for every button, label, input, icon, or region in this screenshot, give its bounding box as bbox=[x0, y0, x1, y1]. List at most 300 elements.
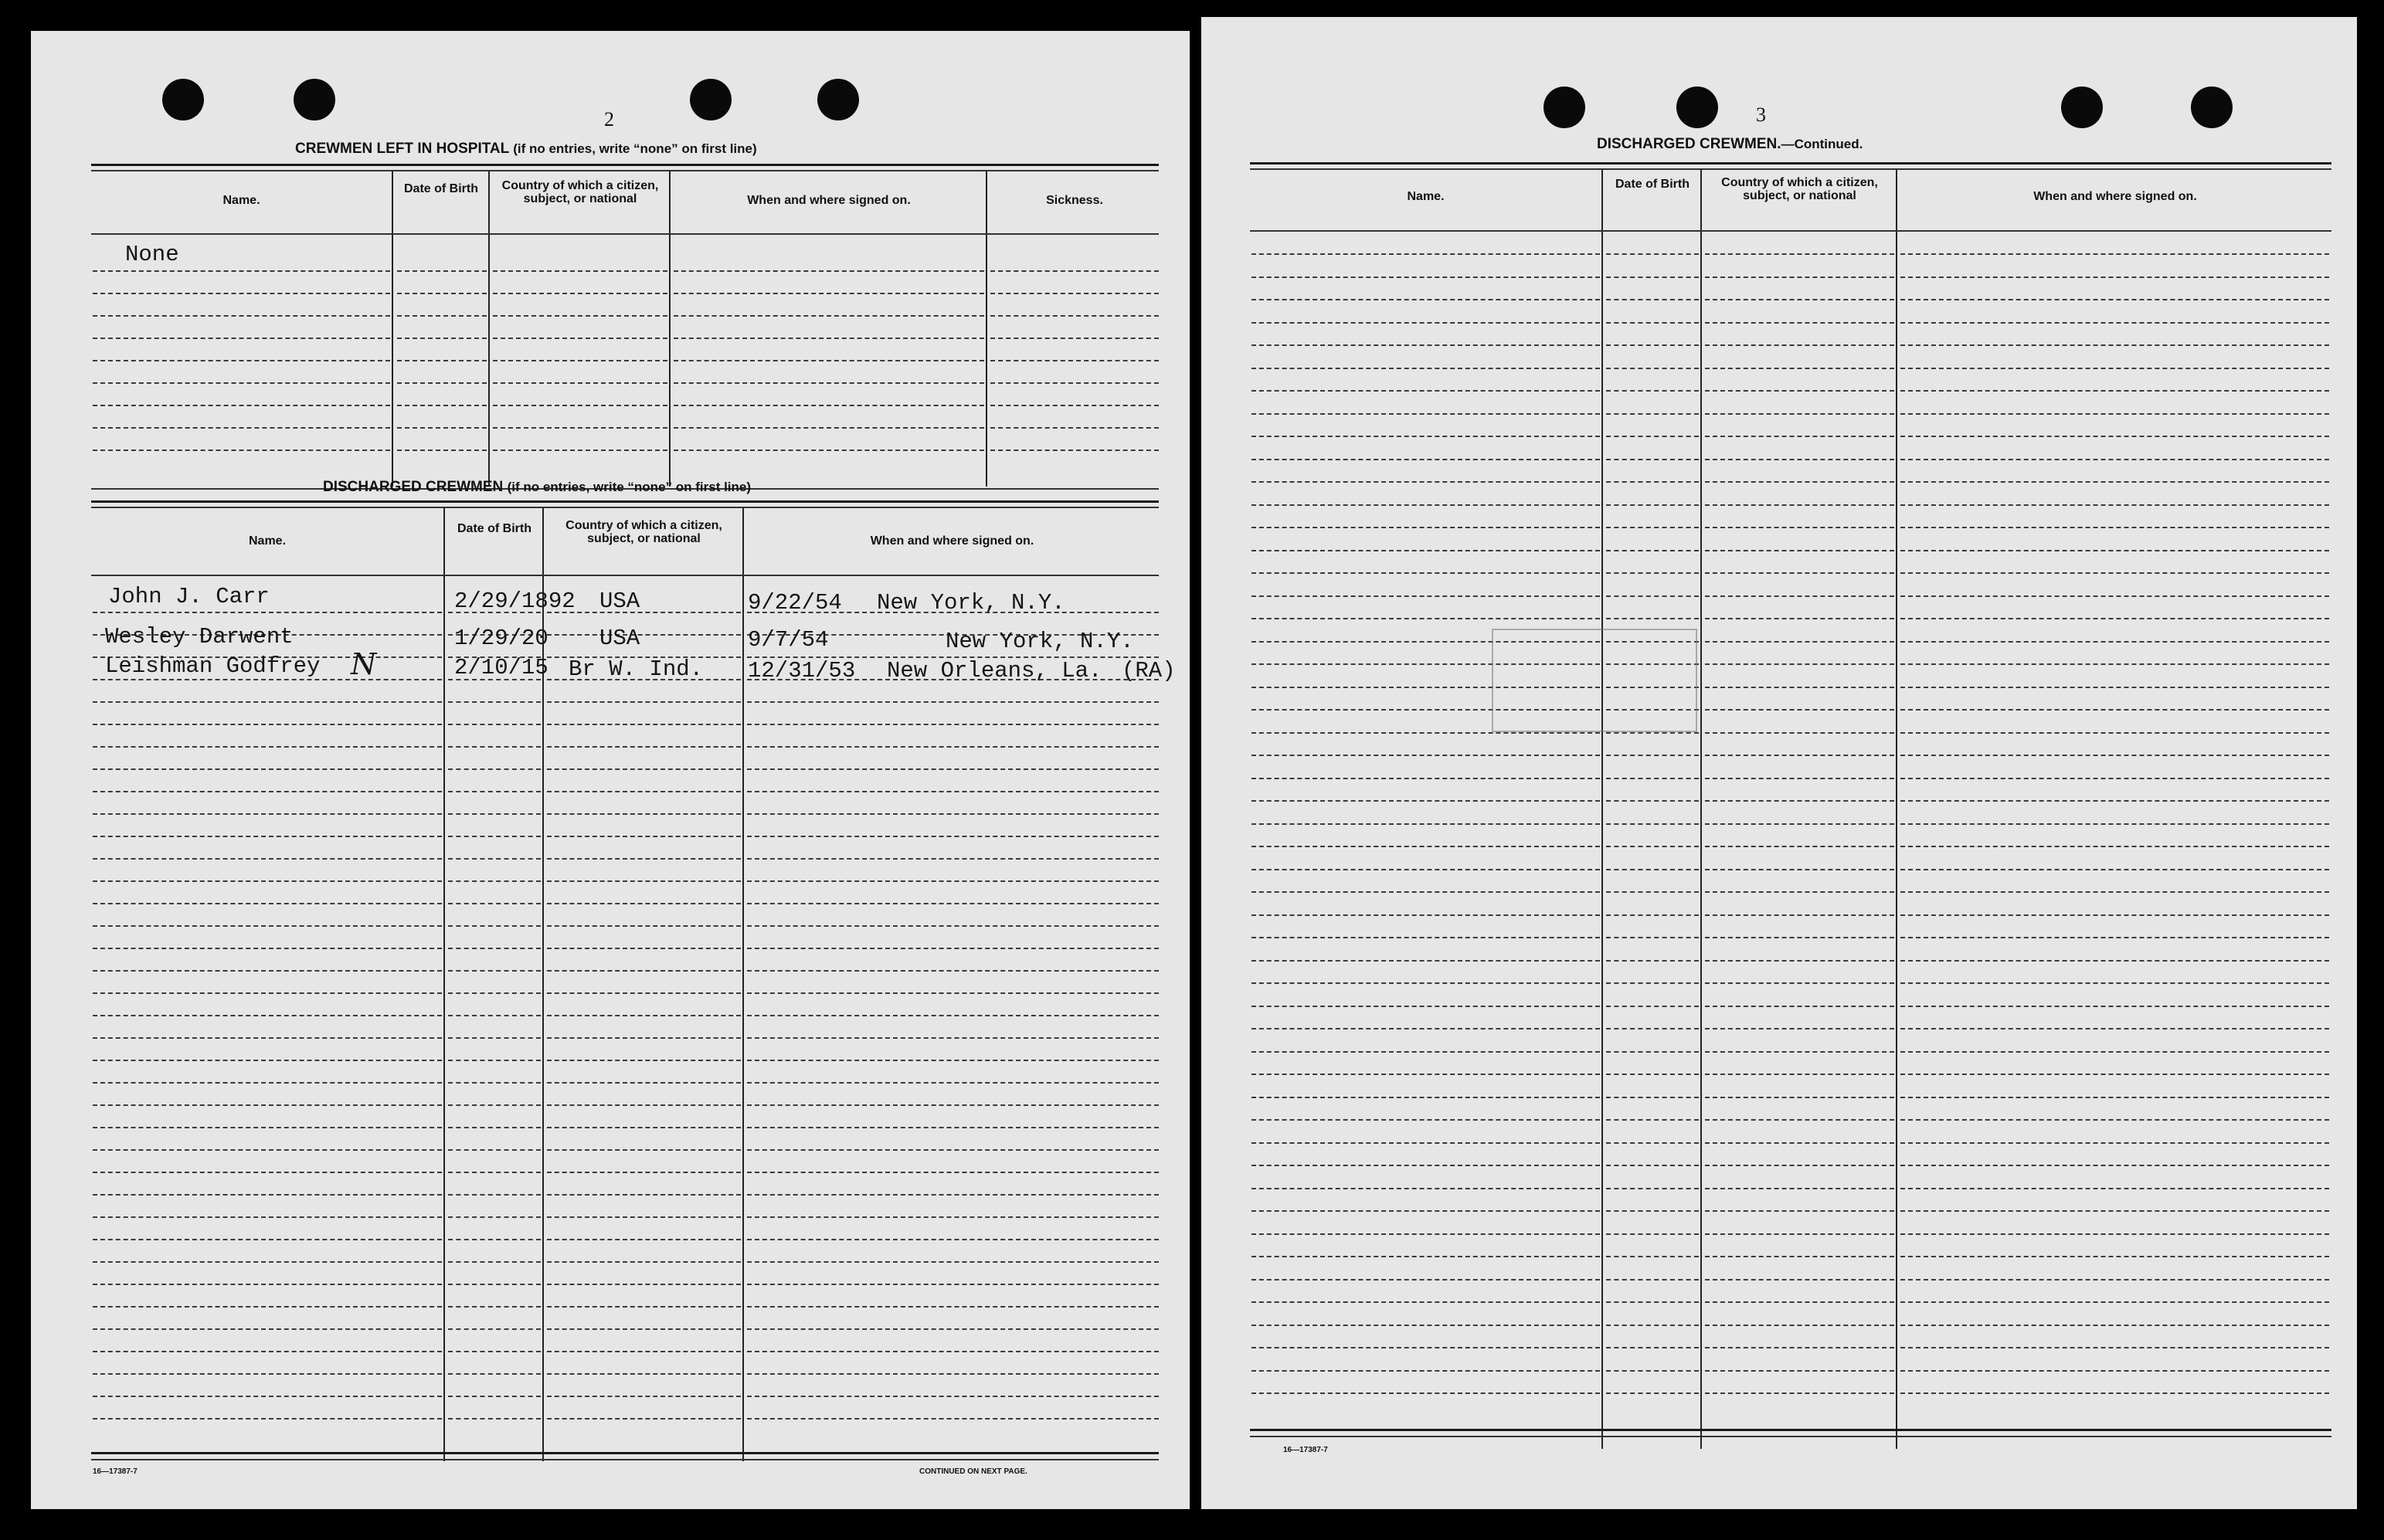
ruled-line bbox=[448, 1082, 541, 1084]
rule bbox=[91, 164, 1159, 166]
ruled-line bbox=[1900, 914, 2329, 916]
ruled-line bbox=[547, 1104, 741, 1106]
ruled-line bbox=[1251, 937, 1600, 938]
ruled-line bbox=[448, 1306, 541, 1308]
ruled-line bbox=[448, 724, 541, 725]
ruled-line bbox=[448, 701, 541, 703]
ruled-line bbox=[1251, 253, 1600, 255]
ruled-line bbox=[1606, 1051, 1699, 1053]
ruled-line bbox=[1705, 390, 1894, 392]
ruled-line bbox=[1606, 436, 1699, 437]
ruled-line bbox=[1705, 1028, 1894, 1029]
ruled-line bbox=[1606, 527, 1699, 528]
ruled-line bbox=[448, 813, 541, 815]
punch-hole bbox=[817, 79, 859, 120]
ruled-line bbox=[493, 382, 667, 384]
ruled-line bbox=[93, 1328, 442, 1330]
ruled-line bbox=[1606, 299, 1699, 300]
ruled-line bbox=[674, 315, 984, 317]
ruled-line bbox=[1705, 663, 1894, 665]
ruled-line bbox=[1251, 390, 1600, 392]
signed-date: 9/22/54 bbox=[748, 590, 842, 616]
ruled-line bbox=[1606, 322, 1699, 324]
ruled-line bbox=[1705, 276, 1894, 278]
ruled-line bbox=[1705, 1233, 1894, 1235]
punch-hole bbox=[690, 79, 732, 120]
ruled-line bbox=[1705, 800, 1894, 802]
ruled-line bbox=[1606, 1119, 1699, 1121]
rule bbox=[91, 1459, 1159, 1460]
rule bbox=[1250, 168, 2331, 170]
ruled-line bbox=[1705, 823, 1894, 825]
right-page bbox=[1201, 17, 2357, 1509]
ruled-line bbox=[547, 836, 741, 837]
rule bbox=[91, 507, 1159, 508]
ruled-line bbox=[747, 1261, 1159, 1263]
ruled-line bbox=[747, 992, 1159, 994]
ruled-line bbox=[448, 1060, 541, 1061]
ruled-line bbox=[93, 1373, 442, 1375]
ruled-line bbox=[1705, 1165, 1894, 1166]
ruled-line bbox=[990, 427, 1159, 429]
ruled-line bbox=[1705, 1142, 1894, 1144]
crew-country: USA bbox=[599, 626, 640, 651]
ruled-line bbox=[747, 1104, 1159, 1106]
ruled-line bbox=[1900, 1256, 2329, 1257]
ruled-line bbox=[1705, 641, 1894, 643]
ruled-line bbox=[547, 1127, 741, 1128]
ruled-line bbox=[547, 1172, 741, 1173]
ruled-line bbox=[1251, 527, 1600, 528]
header-dob: Date of Birth bbox=[404, 182, 478, 195]
column-divider bbox=[1896, 170, 1897, 1449]
ruled-line bbox=[547, 791, 741, 792]
ruled-line bbox=[493, 405, 667, 406]
ruled-line bbox=[1900, 1006, 2329, 1007]
ruled-line bbox=[1900, 1074, 2329, 1075]
ruled-line bbox=[1606, 618, 1699, 619]
ruled-line bbox=[397, 382, 487, 384]
ruled-line bbox=[1900, 1188, 2329, 1189]
ruled-line bbox=[1705, 937, 1894, 938]
ruled-line bbox=[1606, 1165, 1699, 1166]
ruled-line bbox=[747, 1037, 1159, 1039]
ruled-line bbox=[93, 791, 442, 792]
ruled-line bbox=[1900, 1325, 2329, 1326]
rule bbox=[91, 170, 1159, 171]
ruled-line bbox=[547, 1284, 741, 1285]
ruled-line bbox=[1900, 891, 2329, 893]
ruled-line bbox=[448, 1239, 541, 1240]
ruled-line bbox=[1705, 1347, 1894, 1348]
ruled-line bbox=[547, 1328, 741, 1330]
ruled-line bbox=[1251, 1028, 1600, 1029]
ruled-line bbox=[448, 903, 541, 904]
ruled-line bbox=[448, 1418, 541, 1420]
ruled-line bbox=[1900, 869, 2329, 870]
signed-place: New York, N.Y. bbox=[877, 590, 1065, 616]
ruled-line bbox=[1900, 276, 2329, 278]
ruled-line bbox=[397, 270, 487, 272]
ruled-line bbox=[674, 405, 984, 406]
punch-hole bbox=[2191, 86, 2233, 128]
ruled-line bbox=[493, 338, 667, 339]
ruled-line bbox=[93, 948, 442, 949]
ruled-line bbox=[1606, 1301, 1699, 1303]
ruled-line bbox=[1900, 322, 2329, 324]
column-divider bbox=[742, 508, 744, 1461]
ruled-line bbox=[93, 360, 390, 361]
ruled-line bbox=[1900, 732, 2329, 734]
ruled-line bbox=[93, 858, 442, 860]
ruled-line bbox=[448, 1261, 541, 1263]
ruled-line bbox=[1606, 960, 1699, 962]
ruled-line bbox=[747, 1060, 1159, 1061]
ruled-line bbox=[1705, 891, 1894, 893]
ruled-line bbox=[1606, 1279, 1699, 1281]
ruled-line bbox=[547, 948, 741, 949]
ruled-line bbox=[1606, 1370, 1699, 1372]
ruled-line bbox=[1900, 572, 2329, 574]
ruled-line bbox=[397, 427, 487, 429]
ruled-line bbox=[93, 746, 442, 748]
ruled-line bbox=[1251, 1142, 1600, 1144]
ruled-line bbox=[547, 612, 741, 613]
ruled-line bbox=[93, 1149, 442, 1151]
header-sickness: Sickness. bbox=[1046, 194, 1103, 207]
ruled-line bbox=[547, 768, 741, 770]
ruled-line bbox=[547, 1351, 741, 1352]
ruled-line bbox=[1606, 1210, 1699, 1212]
ruled-line bbox=[1705, 550, 1894, 551]
ruled-line bbox=[1705, 960, 1894, 962]
ruled-line bbox=[93, 1127, 442, 1128]
header-country: Country of which a citizen, subject, or national bbox=[565, 519, 722, 545]
ruled-line bbox=[1705, 732, 1894, 734]
ruled-line bbox=[1251, 1279, 1600, 1281]
check-mark: N bbox=[351, 647, 377, 681]
ruled-line bbox=[93, 382, 390, 384]
ruled-line bbox=[1251, 322, 1600, 324]
ruled-line bbox=[1705, 299, 1894, 300]
ruled-line bbox=[1251, 846, 1600, 847]
ruled-line bbox=[547, 1396, 741, 1397]
rule bbox=[1250, 162, 2331, 165]
ruled-line bbox=[448, 1328, 541, 1330]
ruled-line bbox=[747, 1082, 1159, 1084]
ruled-line bbox=[1900, 413, 2329, 415]
ruled-line bbox=[1251, 618, 1600, 619]
ruled-line bbox=[1705, 1256, 1894, 1257]
ruled-line bbox=[1900, 1119, 2329, 1121]
ruled-line bbox=[990, 405, 1159, 406]
ruled-line bbox=[1900, 1051, 2329, 1053]
ruled-line bbox=[547, 1261, 741, 1263]
ruled-line bbox=[1606, 800, 1699, 802]
rule bbox=[1250, 1436, 2331, 1437]
ruled-line bbox=[1606, 276, 1699, 278]
ruled-line bbox=[1705, 504, 1894, 506]
header-signed: When and where signed on. bbox=[870, 534, 1034, 548]
ruled-line bbox=[1705, 1097, 1894, 1098]
ruled-line bbox=[1251, 481, 1600, 483]
signed-place: New Orleans, La. bbox=[887, 658, 1102, 684]
ruled-line bbox=[1606, 1256, 1699, 1257]
ruled-line bbox=[1900, 1233, 2329, 1235]
ruled-line bbox=[93, 679, 442, 680]
ruled-line bbox=[397, 338, 487, 339]
ruled-line bbox=[1900, 937, 2329, 938]
ruled-line bbox=[448, 768, 541, 770]
ruled-line bbox=[674, 382, 984, 384]
ruled-line bbox=[1606, 504, 1699, 506]
ruled-line bbox=[747, 1127, 1159, 1128]
ruled-line bbox=[448, 948, 541, 949]
ruled-line bbox=[1251, 1233, 1600, 1235]
ruled-line bbox=[1705, 846, 1894, 847]
ruled-line bbox=[1705, 1392, 1894, 1394]
ruled-line bbox=[93, 1015, 442, 1016]
ruled-line bbox=[1606, 937, 1699, 938]
punch-hole bbox=[2061, 86, 2103, 128]
ruled-line bbox=[1606, 1142, 1699, 1144]
ruled-line bbox=[1900, 1165, 2329, 1166]
ruled-line bbox=[1900, 1097, 2329, 1098]
ruled-line bbox=[1606, 253, 1699, 255]
ruled-line bbox=[747, 970, 1159, 972]
ruled-line bbox=[990, 338, 1159, 339]
ruled-line bbox=[93, 1216, 442, 1218]
rule bbox=[91, 233, 1159, 235]
ruled-line bbox=[1705, 344, 1894, 346]
ruled-line bbox=[1705, 687, 1894, 688]
signed-date: 9/7/54 bbox=[748, 627, 829, 653]
ruled-line bbox=[747, 925, 1159, 927]
ruled-line bbox=[1705, 572, 1894, 574]
page-number: 3 bbox=[1756, 103, 1766, 126]
ruled-line bbox=[493, 315, 667, 317]
column-divider bbox=[1601, 170, 1603, 1449]
ruled-line bbox=[93, 701, 442, 703]
ruled-line bbox=[547, 992, 741, 994]
ruled-line bbox=[448, 970, 541, 972]
ruled-line bbox=[1251, 1119, 1600, 1121]
ruled-line bbox=[1900, 368, 2329, 369]
ruled-line bbox=[747, 1284, 1159, 1285]
ruled-line bbox=[547, 1037, 741, 1039]
ruled-line bbox=[1251, 1347, 1600, 1348]
ruled-line bbox=[448, 925, 541, 927]
ruled-line bbox=[1900, 1370, 2329, 1372]
ruled-line bbox=[1251, 595, 1600, 597]
ruled-line bbox=[93, 293, 390, 294]
ruled-line bbox=[1705, 914, 1894, 916]
ruled-line bbox=[93, 1306, 442, 1308]
header-dob: Date of Birth bbox=[457, 522, 531, 535]
ruled-line bbox=[1606, 1325, 1699, 1326]
ruled-line bbox=[747, 1373, 1159, 1375]
ruled-line bbox=[448, 1149, 541, 1151]
ruled-line bbox=[1606, 459, 1699, 460]
ruled-line bbox=[448, 1015, 541, 1016]
header-name: Name. bbox=[1407, 190, 1445, 203]
punch-hole bbox=[294, 79, 335, 120]
ruled-line bbox=[1705, 1119, 1894, 1121]
ruled-line bbox=[1606, 778, 1699, 779]
ruled-line bbox=[1900, 960, 2329, 962]
ruled-line bbox=[547, 970, 741, 972]
header-signed: When and where signed on. bbox=[2033, 190, 2197, 203]
crew-country: USA bbox=[599, 589, 640, 614]
ruled-line bbox=[1251, 1256, 1600, 1257]
ruled-line bbox=[1900, 755, 2329, 756]
ruled-line bbox=[747, 1216, 1159, 1218]
ruled-line bbox=[1251, 504, 1600, 506]
ruled-line bbox=[448, 1104, 541, 1106]
ruled-line bbox=[747, 768, 1159, 770]
ruled-line bbox=[747, 1239, 1159, 1240]
ruled-line bbox=[1705, 527, 1894, 528]
ruled-line bbox=[93, 992, 442, 994]
ruled-line bbox=[93, 405, 390, 406]
ruled-line bbox=[547, 925, 741, 927]
ruled-line bbox=[93, 612, 442, 613]
discharged-section-title: DISCHARGED CREWMEN (if no entries, write “none” on first line) bbox=[323, 479, 752, 495]
ruled-line bbox=[1251, 1165, 1600, 1166]
ruled-line bbox=[547, 880, 741, 882]
ruled-line bbox=[747, 813, 1159, 815]
ruled-line bbox=[1900, 1210, 2329, 1212]
ruled-line bbox=[1606, 1347, 1699, 1348]
ruled-line bbox=[1606, 595, 1699, 597]
ruled-line bbox=[1251, 869, 1600, 870]
ruled-line bbox=[547, 1239, 741, 1240]
ruled-line bbox=[1705, 982, 1894, 984]
left-page bbox=[31, 31, 1190, 1509]
ruled-line bbox=[93, 724, 442, 725]
ruled-line bbox=[93, 1104, 442, 1106]
ruled-line bbox=[397, 449, 487, 451]
ruled-line bbox=[1705, 595, 1894, 597]
ruled-line bbox=[1251, 459, 1600, 460]
ruled-line bbox=[1705, 1074, 1894, 1075]
header-name: Name. bbox=[248, 534, 287, 548]
ruled-line bbox=[747, 1172, 1159, 1173]
ruled-line bbox=[990, 270, 1159, 272]
ruled-line bbox=[93, 1418, 442, 1420]
crew-dob: 2/29/1892 bbox=[454, 589, 576, 614]
ruled-line bbox=[1705, 618, 1894, 619]
ruled-line bbox=[1900, 299, 2329, 300]
column-divider bbox=[986, 171, 987, 487]
ruled-line bbox=[747, 858, 1159, 860]
ruled-line bbox=[1606, 755, 1699, 756]
ruled-line bbox=[93, 925, 442, 927]
ruled-line bbox=[1705, 709, 1894, 711]
ruled-line bbox=[1606, 1097, 1699, 1098]
ruled-line bbox=[674, 338, 984, 339]
ruled-line bbox=[990, 315, 1159, 317]
ruled-line bbox=[448, 1216, 541, 1218]
header-country: Country of which a citizen, subject, or national bbox=[1721, 176, 1878, 202]
ruled-line bbox=[397, 405, 487, 406]
ruled-line bbox=[1251, 436, 1600, 437]
ruled-line bbox=[1251, 1301, 1600, 1303]
ruled-line bbox=[1900, 436, 2329, 437]
column-divider bbox=[392, 171, 393, 487]
ruled-line bbox=[93, 768, 442, 770]
ruled-line bbox=[990, 293, 1159, 294]
ruled-line bbox=[1900, 1347, 2329, 1348]
ruled-line bbox=[1251, 344, 1600, 346]
ruled-line bbox=[1900, 459, 2329, 460]
ruled-line bbox=[1606, 390, 1699, 392]
ruled-line bbox=[547, 1418, 741, 1420]
ruled-line bbox=[1705, 1188, 1894, 1189]
ruled-line bbox=[1900, 390, 2329, 392]
column-divider bbox=[443, 508, 445, 1461]
discharged-continued-title: DISCHARGED CREWMEN.—Continued. bbox=[1597, 136, 1863, 152]
punch-hole bbox=[162, 79, 204, 120]
ruled-line bbox=[448, 1396, 541, 1397]
ruled-line bbox=[448, 1373, 541, 1375]
rule bbox=[1250, 1429, 2331, 1431]
ruled-line bbox=[1900, 823, 2329, 825]
ruled-line bbox=[93, 427, 390, 429]
ruled-line bbox=[397, 360, 487, 361]
ruled-line bbox=[547, 701, 741, 703]
ruled-line bbox=[493, 360, 667, 361]
ruled-line bbox=[547, 1306, 741, 1308]
ruled-line bbox=[1251, 1325, 1600, 1326]
ruled-line bbox=[93, 1172, 442, 1173]
signed-note: (RA) bbox=[1122, 658, 1176, 684]
ruled-line bbox=[747, 1015, 1159, 1016]
ruled-line bbox=[93, 270, 390, 272]
ruled-line bbox=[547, 1060, 741, 1061]
ruled-line bbox=[93, 338, 390, 339]
form-number: 16—17387-7 bbox=[93, 1467, 138, 1476]
ruled-line bbox=[547, 1373, 741, 1375]
ruled-line bbox=[93, 813, 442, 815]
ruled-line bbox=[674, 360, 984, 361]
ruled-line bbox=[1705, 1301, 1894, 1303]
ruled-line bbox=[547, 903, 741, 904]
ruled-line bbox=[547, 1082, 741, 1084]
ruled-line bbox=[547, 858, 741, 860]
ruled-line bbox=[1606, 846, 1699, 847]
crew-name: John J. Carr bbox=[108, 584, 270, 609]
ruled-line bbox=[547, 813, 741, 815]
ruled-line bbox=[1606, 1392, 1699, 1394]
ruled-line bbox=[93, 1396, 442, 1397]
ruled-line bbox=[1251, 960, 1600, 962]
ruled-line bbox=[1900, 800, 2329, 802]
ruled-line bbox=[93, 449, 390, 451]
ruled-line bbox=[1606, 1074, 1699, 1075]
ruled-line bbox=[747, 724, 1159, 725]
ruled-line bbox=[1251, 823, 1600, 825]
ruled-line bbox=[493, 270, 667, 272]
ruled-line bbox=[93, 1082, 442, 1084]
ruled-line bbox=[747, 1149, 1159, 1151]
ruled-line bbox=[1251, 1210, 1600, 1212]
ruled-line bbox=[1251, 1392, 1600, 1394]
ruled-line bbox=[747, 836, 1159, 837]
rule bbox=[91, 575, 1159, 576]
ruled-line bbox=[1705, 253, 1894, 255]
ruled-line bbox=[1251, 1006, 1600, 1007]
